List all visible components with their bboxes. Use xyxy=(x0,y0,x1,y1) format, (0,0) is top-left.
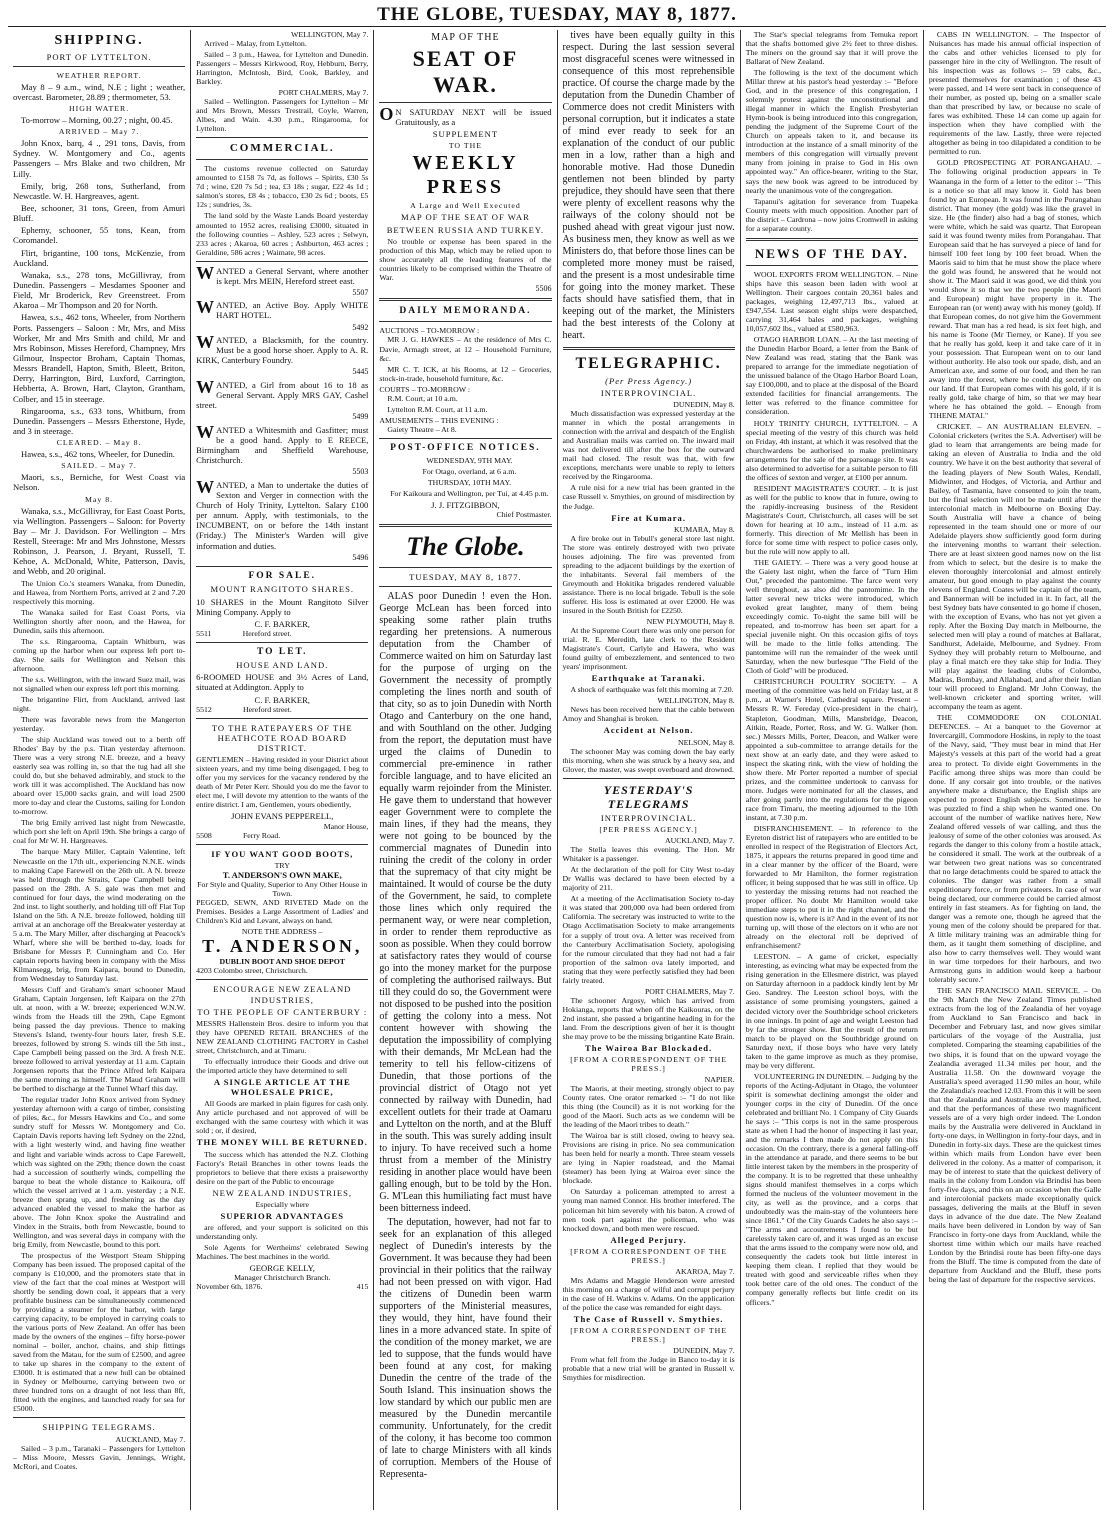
wanted-ad-text: WANTED a General Servant, where another is kept. Mrs MEIN, Hereford street east. xyxy=(196,262,369,286)
editorial-paragraph: ALAS poor Dunedin ! even the Hon. George McLean has been forced into speaking some rather plain truths regarding her pretensions. A numerous deputation from the Chamber of Commerce waited on him on Saturday last for the purpose of urging on the Government the necessity of promptly completing the lines north and south of that city, so as to join Dunedin with North Otago and Canterbury on the one hand, and with Southland on the other. Judging from the report, the deputation must have urged the claims of Dunedin to commercial pre-eminence in rather forcible language, and to have elicited an equally warm rejoinder from the Minister. He gave them to understand that however eager Government were to complete the main lines, if they had the means, they were not going to be bounced by the commercial magnates of Dunedin into ruining the credit of the colony in order that the supremacy of that city might be maintained. It would of course be the duty of the Government, he said, to complete those lines which only required the permanent way, or were near completion, in order to render them reproductive as soon as possible. When they could borrow at satisfactory rates they would of course go into the money market for the purpose of completing the authorised railways. But till they could do so, the Government were not disposed to be pushed into the position of getting the colony into a mess. Not content however with showing the deputation the impossibility of complying with their demands, Mr McLean had the temerity to tell his fellow-citizens of Dunedin, that those portions of the provincial district of Otago not yet connected by railway with Dunedin, had excellent outlets for their trade at Oamaru and Lyttelton on the north, and at the Bluff in the south. This was surely adding insult to injury. To have received such a home thrust from a member of the Ministry residing in another place would have been galling enough, but to be told by the Hon. G. M'Lean this humiliating fact must have been bitterness indeed. xyxy=(379,591,552,1215)
chalmers-text: Sailed – Wellington. Passengers for Lyttelton – Mr and Mrs Brown, Messrs Trestrail, Coyle, Warren, Albes, and Wain. 4.30 p.m., Ringarooma, for Lyttelton. xyxy=(196,97,369,134)
encourage-heading: ENCOURAGE NEW ZEALAND INDUSTRIES, xyxy=(213,984,352,1005)
tolet-heading: TO LET. xyxy=(256,647,308,657)
divider xyxy=(746,238,918,241)
weather-text: May 8 – 9 a.m., wind, N.E ; light ; weather, overcast. Barometer, 28.89 ; thermometer, 53. xyxy=(13,81,186,102)
divider xyxy=(379,438,551,439)
dunedin-date: DUNEDIN, May 8. xyxy=(673,400,735,410)
mount-text: 10 SHARES in the Mount Rangitoto Silver Mining Company. Apply to xyxy=(196,596,369,617)
editorial-date: TUESDAY, MAY 8, 1877. xyxy=(409,571,522,582)
divider xyxy=(196,137,368,138)
quake-heading: Earthquake at Taranaki. xyxy=(591,673,706,684)
wanted-ad-text: WANTED, a Man to undertake the duties of Sexton and Verger in connection with the Church of Holy Trinity, Lyttelton. Salary £100 per annum. Apply, with testimonials, to the INCUMBENT, on or before the 14th instant (Friday.) The Minister's Warden will give information and duties. xyxy=(196,476,369,551)
nelson-heading: Accident at Nelson. xyxy=(603,725,694,736)
people-heading: TO THE PEOPLE OF CANTERBURY : xyxy=(197,1006,368,1017)
shipping-paragraph: The ship Auckland was towed out to a berth off Rhodes' Bay by the p.s. Titan yesterday afternoon. There was a very strong N.E. breeze, and a heavy easterly sea was rolling in, so that the tug had all she could do, but she behaved admirably, and stuck to the work till it was accomplished. The Auckland has now aboard over 15,000 sacks grain, and will load 2500 more to-day and clear the Customs, sailing for London to-morrow. xyxy=(13,735,186,817)
agents-text: Sole Agents for Wertheims' celebrated Sewing Machines. The best machines in the world. xyxy=(196,1243,369,1262)
arrived-heading: ARRIVED – May 7. xyxy=(58,127,140,137)
news-item: OTAGO HARBOR LOAN. – At the last meeting of the Dunedin Harbor Board, a letter from the Bank of New Zealand was read, stating that the Bank was prepared to arrange for the immediate negotiation of the unissued balance of the Otago Harbor Board Loan, say £100,000, and to place at the disposal of the Board extended facilities for financial arrangements. The letter was referred to the finance committee for consideration. xyxy=(745,335,918,417)
barker2-address: 5512 Hereford street. xyxy=(196,704,292,714)
divider xyxy=(563,347,735,350)
amusements-heading: AMUSEMENTS – THIS EVENING : xyxy=(379,415,499,425)
manager-title: Manager Christchurch Branch. xyxy=(234,1273,331,1283)
post-entry: For Kaikoura and Wellington, per Tui, at 4.45 p.m. xyxy=(390,489,549,499)
divider xyxy=(563,778,735,779)
wanted-ad-text: WANTED a Whitesmith and Gasfitter; must be a good hand. Apply to E REECE, Birmingham and Sheffield Warehouse, Christchurch. xyxy=(196,421,369,466)
shipping-paragraph: The s.s. Ringarooma, Captain Whitburn, was coming up the harbor when our express left port to-day. She sails for Wellington and Nelson this afternoon. xyxy=(13,636,186,673)
fitz-name: J. J. FITZGIBBON, xyxy=(431,500,500,511)
interprovincial2-heading: INTERPROVINCIAL. xyxy=(600,813,697,824)
news-item: VOLUNTEERING IN DUNEDIN. – Judging by the reports of the Acting-Adjutant in Otago, the volunteer spirit is somewhat declining amongst the older and younger corps in the city of Dunedin. Of the once celebrated and brilliant No. 1 Company of City Guards he says :– "This corps is not in the same prosperous state as when I had the honor of inspecting it last year, and the remarks I then made do not apply on this occasion. On the contrary, there is a general falling-off in the attendance at parade, and there seems to be but little interest taken by the members in the prosperity of the company. It is to be regretted that these unhealthy signs should manifest themselves in a corps which formed the nucleus of the volunteer movement in the city, as well as the province, and a corps that undoubtedly was the main-stay of the volunteers here since 1861." Of the City Guards Cadets he also says :– "The arms and accoutrements I found to be but carelessly taken care of, and it was urged as an excuse that the arms issued to the company were now old, and consequently the cadets took but little interest in keeping them clean. I replied that they would be treated with good and serviceable rifles when they took better care of the old ones. The conduct of the company generally reflects but little credit on its officers." xyxy=(745,1071,918,1307)
perjury-sub: [FROM A CORRESPONDENT OF THE PRESS.] xyxy=(570,1246,728,1265)
wanted-ad xyxy=(196,476,369,562)
divider xyxy=(196,979,368,980)
seat-of-war-heading: SEAT OF WAR. xyxy=(412,45,519,97)
wanted-ad-number: 5445 xyxy=(352,367,369,377)
nelson-date: NELSON, May 8. xyxy=(677,737,735,747)
divider xyxy=(379,586,551,587)
shipping-heading: SHIPPING. xyxy=(54,33,144,48)
auction-entry: MR C. T. ICK, at his Rooms, at 12 – Groceries, stock-in-trade, household furniture, &c. xyxy=(379,364,552,383)
editorial-text xyxy=(379,591,551,1481)
postmaster-title: Chief Postmaster. xyxy=(496,510,552,520)
divider xyxy=(196,566,368,567)
shipping-paragraphs xyxy=(13,579,185,1414)
shipping-paragraph: The prospectus of the Westport Steam Shipping Company has been issued. The proposed capital of the company is £10,000, and the promoters state that in view of the fact that the coal mines at Westport will shortly be sending down coal, it appears that a very profitable business can be simultaneously commenced by providing a steamer for the harbor, with large carrying capacity, to be employed in carrying coals to the various ports of New Zealand. An offer has been made by the owners of the engines – fifty horse-power nominal – boiler, anchor, chains, and ship fittings saved from the Matau, for the sum of £2500, and agree to take up shares in the company to the extent of £3000. It is estimated that a new hull can be obtained in Sydney or Melbourne, carrying between two or three hundred tons on a draught of not less than 8ft, fitted with the engines, and launched ready for sea for £5000. xyxy=(13,1250,186,1414)
news-item: CHRISTCHURCH POULTRY SOCIETY. – A meeting of the committee was held on Friday last, at 8 p.m., at Warner's Hotel, Cathedral square. Present – Messrs R. W. Fereday (vice-president in the chair), Stapleton, Goodman, Mills, Mansbridge, Deacon, Aitkin, Reade, Porter, Ross, and W. G. Walker (hon. sec.) Messrs Mills, Porter, Deacon, and Walker were appointed a sub-committee to arrange details for the next show at an early date, and they were asked to inspect the skating rink, with the view of holding the show there. Mr Porter reported a number of special prizes, and the committee undertook to canvass for more. Judges were nominated for all the classes, and after going partly into the regulations for the pigeon race from Timaru, the meeting adjourned to the 10th instant, at 7.30 p.m. xyxy=(745,677,918,822)
cleared-text: Hawea, s.s., 462 tons, Wheeler, for Dunedin. xyxy=(21,449,175,460)
divider xyxy=(379,524,551,527)
columns xyxy=(8,30,1106,1510)
perjury-text: Mrs Adams and Maggie Henderson were arrested this morning on a charge of wilful and corrupt perjury in the case of H. Watkins v. Adams. On the application of the police the case was remanded for eight days. xyxy=(562,1275,735,1312)
shipping-paragraph: Messrs Cuff and Graham's smart schooner Maud Graham, Captain Jorgensen, left Kaipara on the 27th ult. at noon, with a W. breeze; experienced W.N.W. winds from the Heads till the 29th, Cape Egmont being passed the day previous. Thence to making Stevens's Island, twenty-four hours later, fresh S.E. breezes, followed by strong S. winds till the 5th inst., Cape Campbell being passed on the 3rd. A fresh N.E. breeze followed to arrival yesterday at 11 a.m. Captain Jorgensen reports that the Prince Alfred left Kaipara the same morning as himself. The Maud Graham will be berthed to discharge at the Tunnel Wharf this day. xyxy=(13,984,186,1094)
quake-text: A shock of earthquake was felt this morning at 7.20. xyxy=(570,685,734,695)
welly-text: News has been received here that the cable between Amoy and Shanghai is broken. xyxy=(562,705,735,724)
nelson-text: The schooner May was coming down the bay early this morning, when she was struck by a heavy sea, and Glover, the master, was swept overboard and drowned. xyxy=(562,746,735,774)
divider xyxy=(379,298,551,301)
weather-heading: WEATHER REPORT. xyxy=(56,70,142,80)
wanted-ad-text: WANTED, a Blacksmith, for the country. Must be a good horse shoer. Apply to A. R. KIRK, Canterbury Foundry. xyxy=(196,332,369,366)
weekly-sub: A Large and Well Executed xyxy=(410,201,521,211)
commercial-paragraph: The land sold by the Waste Lands Board yesterday amounted to 1952 acres, realising £3000, situated in the following counties – Ashley, 523 acres ; Selwyn, 233 acres ; Akaroa, 60 acres ; Ashburton, 463 acres ; Geraldine, 586 acres ; Waimate, 98 acres. xyxy=(196,211,369,257)
pepperell-name: JOHN EVANS PEPPERELL, xyxy=(231,811,334,822)
wanted-ad-number: 5507 xyxy=(352,287,369,297)
yesterday-heading: YESTERDAY'S TELEGRAMS xyxy=(603,782,694,811)
plymouth-date: NEW PLYMOUTH, May 8. xyxy=(646,616,735,626)
note-address: NOTE THE ADDRESS – xyxy=(241,927,323,937)
dunedin-text2: A rule nisi for a new trial has been granted in the case Russell v. Smythies, on ground of misdirection by the Judge. xyxy=(562,483,735,511)
editorial-paragraph: tives have been equally guilty in this respect. During the last session several most disgraceful scenes were witnessed in consequence of this most reprehensible practice. Of course the charge made by the deputation from the Dunedin Chamber of Commerce does not credit Ministers with personal corruption, but it indicates a state of mind ever ready to seek for an explanation of the conduct of our public men in a low, rather than a high and honorable motive. Had those Dunedin gentlemen not been blinded by party prejudice, they should have seen that there were plenty of excellent reasons why the railways of the colony should not be pushed ahead with great vigour just now. As business men, they know as well as we Ministers do, that before those lines can be completed more money must be raised, and the present is a most undesirable time for going into the money market. These facts should have satisfied them, that in keeping out of the market, the Ministers had the best interests of the Colony at heart. xyxy=(562,30,735,341)
wanted-ad xyxy=(196,421,369,477)
wairoa-date: NAPIER. xyxy=(704,1075,735,1085)
wairoa-sub: [FROM A CORRESPONDENT OF THE PRESS.] xyxy=(570,1055,728,1074)
divider xyxy=(379,102,551,103)
russell-heading: The Case of Russell v. Smythies. xyxy=(573,1313,724,1324)
shipping-paragraph: The s.s. Wellington, with the inward Suez mail, was not signalled when our express left port this morning. xyxy=(13,674,186,693)
post-entry: THURSDAY, 10TH MAY. xyxy=(427,478,512,488)
kelly-name: GEORGE KELLY, xyxy=(249,1263,315,1274)
news-item: HOLY TRINITY CHURCH, LYTTELTON. – A special meeting of the vestry of this church was held on Friday, 4th instant, at which it was resolved that the churchwardens be authorised to make preliminary arrangements for the sale of the parsonage site. It was also determined to advertise for a suitable person to fill the offices of sexton and verger, at £100 per annum. xyxy=(745,418,918,482)
port-heading: PORT OF LYTTELTON. xyxy=(46,51,152,62)
news-items xyxy=(746,270,918,1307)
column6-paragraph: GOLD PROSPECTING AT PORANGAHAU. – The following original production appears in Te Waananga in the form of a letter to the editor :– "This is a notice so that all may know it. Gold has been found by an European. It was found in the Porangahau district. That money (the gold) was like the gravel in size. He (the finder) also had a bag of stones, which were white, which he said was quartz. That European said it was found twenty miles from Porangahau. That European said that he has surveyed a piece of land for himself 100 feet long by 100 feet broad. When the Maoris said to him that he must show the place where the gold was found, he answered that he would not show it. The Maori said it was good, we did think you would show it so that we the two people (the Maori and European) might have property in it. The European ran (or went) away with his money (gold). If that European comes, do not give him the Government reward. That man has a red head, is six feet high, and his name is Toone (Mr Tierney, or Kane). If you see that he really has gold, keep it and take care of it in your possession. That European went on to our land without authority. He also took our spade, dish, and an American axe, and some of our food, and then he ran away into the forest, where he could dig secretly on our land. If that European comes with his gold, if it is really gold, take charge of him, so that we may hear where he has obtained the gold. – Enough from TIHENE MATAI." xyxy=(928,158,1102,421)
arrival-entry: John Knox, barq, 4 ., 291 tons, Davis, from Sydney. W. Montgomery and Co., agents Passengers – Mrs Blake and two children, Mr Lilly. xyxy=(13,138,186,179)
messrs-text: MESSRS Hallenstein Bros. desire to inform you that they have OPENED RETAIL BRANCHES of the NEW ZEALAND CLOTHING FACTORY in Cashel street, Christchurch, and at Timaru. xyxy=(196,1018,369,1055)
auckland-paragraph: At a meeting of the Acclimatisation Society to-day it was stated that 200,000 ova had been ordered from California. The secretary was instructed to write to the Otago Acclimatisation Society to make arrangements for a supply of trout ova. A letter was received from the Canterbury Acclimatisation Society, apologising for the rumour circulated that they had not had a fair proportion of the salmon ova lately imported, and stating that they were perfectly satisfied they had been fairly treated. xyxy=(562,894,735,985)
plymouth-text: At the Supreme Court there was only one person for trial. R. E. Meredith, late clerk to the Resident Magistrate's Court, Carlyle and Hawera, who was found guilty of embezzlement, and sentenced to two years' imprisonment. xyxy=(562,626,735,672)
telegraphic-heading: TELEGRAPHIC. xyxy=(575,355,722,372)
auctions-heading: AUCTIONS – TO-MORROW : xyxy=(379,326,480,336)
shipping-paragraph: The barque Mary Miller, Captain Valentine, left Newcastle on the 17th ult., experiencing N.N.E. winds to making Cape Farewell on the 26th ult. A N. breeze was held through the Straits, Cape Campbell being passed on the 28th. A S. gale was then met and continued for four days, the wind moderating on the 2nd inst. to light southerly, and holding till off Flat Top Island on the 5th. A N.E. breeze followed, holding till arrival at an anchorage off the Breakwater yesterday at 5 a.m. The Mary Miller, after discharging at Peacock's Wharf, where she will be berthed to-day, loads for Brisbane for Messrs P. Cunningham and Co. Her captain reports having been in company with the Miss Kilmansegg, brig, from Kaipara, bound to Dunedin, from Wednesday to Saturday last. xyxy=(13,847,186,983)
auctions-list xyxy=(379,335,551,382)
map-heading: MAP OF THE xyxy=(431,32,500,43)
dunedin-text: Much dissatisfaction was expressed yesterday at the manner in which the postal arrangements in connection with the arrival and despatch of the English and Australian mails was carried on. The inward mail was not delivered till after the box for the outward mail had closed. The result was that, with few exceptions, merchants were unable to reply to letters received by the Ringarooma. xyxy=(562,409,735,482)
fire-text: A fire broke out in Tebull's general store last night. The store was entirely destroyed with two private houses adjoining. The fire was prevented from spreading to the adjacent buildings by the exertion of the inhabitants. Several fail members of the Greymouth and Hokitika brigades rendered valuable assistance. There is no local brigade. Tebull is the sole sufferer. His loss is estimated at over £2000. He was insured in the South British for £2250. xyxy=(562,533,735,615)
shipping-paragraph: The Union Co.'s steamers Wanaka, from Dunedin, and Hawea, from Northern Ports, arrived at 2 and 7.20 respectively this morning. xyxy=(13,578,186,606)
divider xyxy=(746,265,918,266)
industries: NEW ZEALAND INDUSTRIES, xyxy=(212,1187,353,1198)
wellington-entry: Sailed – 3 p.m., Hawea, for Lyttelton and Dunedin. Passengers – Messrs Kirkwood, Roy, Hebburn, Berry, Harrington, McIntosh, Bird, Cook, Barkley, and Barkley. xyxy=(196,50,369,87)
shipping-paragraph: The brigantine Flirt, from Auckland, arrived last night. xyxy=(13,694,186,714)
shipping-paragraph: The Wanaka sailed for East Coast Ports, via Wellington shortly after noon, and the Hawea, for Dunedin, sails this afternoon. xyxy=(13,607,186,635)
single-article: A SINGLE ARTICLE AT THE WHOLESALE PRICE, xyxy=(213,1077,351,1098)
auckland-paragraph: At the declaration of the poll for City West to-day Dr Wallis was declared to have been elected by a majority of 211. xyxy=(562,865,735,893)
perjury-date: AKAROA, May 7. xyxy=(675,1266,735,1276)
wanted-ad xyxy=(196,297,369,332)
post-list xyxy=(379,456,551,498)
water-text: To-morrow – Morning, 00.27 ; night, 00.45. xyxy=(21,115,173,125)
goods-text: All Goods are marked in plain figures for cash only. Any article purchased and not approved of will be exchanged with the same courtesy with which it was sold ; or, if desired, xyxy=(196,1099,369,1136)
arrival-entry: Bee, schooner, 31 tons, Green, from Amuri Bluff. xyxy=(13,203,186,224)
barker-address: 5511 Hereford street. xyxy=(196,628,292,638)
column6-paragraph: THE SAN FRANCISCO MAIL SERVICE. – On the 9th March the New Zealand Times published extracts from the log of the Zealandia of her voyage from Auckland to San Francisco and back in December and February last, and now gives similar particulars of the voyage of the Australia, just completed. Comparing the steaming capabilities of the two ships, it is found that on the upward voyage the Zealandia averaged 11.34 miles per hour, and the Australia 11.58. On the downward voyage the Australia's speed averaged 11.90 miles an hour, while the Zealandia's reached 12.03. From this it will be seen that the Zealandia and Australia are evenly matched, and that the performances of these two magnificent vessels are of a very high order indeed. The London mails by the Australia were delivered in Auckland in forty-one days, in Wellington in forty-four days, and in Dunedin in forty-six days. These are the quickest times within which mails from London have ever been delivered in the colony. As a matter of comparison, it may be of interest to state that the quickest delivery of mails in the colony from London via Brindisi has been forty-five days, and this on an occasion when the Galle and intercolonial packets made exceptionally quick passages, delivering the mails at the Bluff in seven days in advance of the due date. The New Zealand mails have been delivered in London by way of San Francisco in forty-one days from Auckland, while the shortest time within which our mails have reached London by the Brindisi route has been fifty-one days from the Bluff. The time is computed from the date of departure from Auckland and the Bluff, these ports being the last of departure for the respective services. xyxy=(928,986,1102,1285)
wanted-ads xyxy=(196,262,369,563)
mount-heading: MOUNT RANGITOTO SHARES. xyxy=(210,584,355,595)
courts-heading: COURTS – TO-MORROW : xyxy=(379,384,471,394)
wanted-ad-number: 5492 xyxy=(352,322,369,332)
column-6 xyxy=(924,30,1106,1510)
sailed-text: Maori, s.s., Berniche, for West Coast via Nelson. xyxy=(13,472,186,493)
wellington-entry: Arrived – Malay, from Lyttelton. xyxy=(204,39,307,49)
shipping-paragraph: The regular trader John Knox arrived from Sydney yesterday afternoon with a cargo of timber, consisting of piles, &c., for Messrs Hawkins and Co., and some sundry stuff for Messrs W. Montgomery and Co. Captain Davis reports having left Sydney on the 22nd, with a light westerly wind, and having fine weather and light and variable winds across to Cape Farewell, which was sighted on the 29th; thence down the coast had a succession of southerly winds, compelling the barque to beat the whole distance to Kaikoura, off which the vessel arrived at 1 a.m. yesterday ; a N.E. breeze then sprang up, and freshening as the day advanced enabled the vessel to make the harbor as above. The John Knox spoke the Australind and Vindex in the Straits, both from Newcastle, bound to Wellington, and was several days in company with the brig Emily, from Newcastle, bound to this port. xyxy=(13,1095,186,1249)
wanted-ad-text: WANTED, a Girl from about 16 to 18 as General Servant. Apply MRS GAY, Cashel street. xyxy=(196,376,369,411)
cleared-heading: CLEARED. – May 8. xyxy=(56,438,142,448)
perjury-heading: Alleged Perjury. xyxy=(610,1234,687,1245)
russell-text: From what fell from the Judge in Banco to-day it is probable that a new trial will be granted in Russell v. Smythies for misdirection. xyxy=(562,1355,735,1383)
auckland-paragraph: The Stella leaves this evening. The Hon. Mr Whitaker is a passenger. xyxy=(562,845,735,864)
forsale-heading: FOR SALE. xyxy=(248,571,317,582)
fire-heading: Fire at Kumara. xyxy=(611,512,686,523)
editorial-paragraph: The deputation, however, had not far to seek for an explanation of this alleged neglect of Dunedin's interests by the Government. It was because they had been provincial in their politics that the railway had not been pressed on with vigor. Had the citizens of Dunedin been warm supporters of the Ministerial measures, they would, they hint, have found their lines in a more advanced state. In spite of the condition of the money market, we are led to suppose, that the funds would have been found at any cost, for making Dunedin the centre of the trade of the South Island. This insinuation shows the low standard by which our public men are measured by the Dunedin mercantile community. Unfortunately, for the credit of the colony, it has become too common of late to charge Ministers with all kinds of corruption. Members of the House of Representa- xyxy=(379,1217,552,1481)
wellington-date: WELLINGTON, May 7. xyxy=(290,30,369,39)
offered-text: are offered, and your support is solicited on this understanding only. xyxy=(196,1223,369,1242)
post-entry: For Otago, overland, at 6 a.m. xyxy=(422,467,517,477)
wanted-ad xyxy=(196,332,369,377)
anderson-big: T. ANDERSON, xyxy=(202,936,363,957)
arrival-entry: Wanaka, s.s., 278 tons, McGillivray, from Dunedin. Passengers – Mesdames Spooner and Field, Mr Broderick, Rev Greenstreet. From Akaroa – Mr Thompson and 20 for North. xyxy=(13,269,186,311)
news-item: RESIDENT MAGISTRATE'S COURT. – It is just as well for the public to know that in future, owing to the rapidly-increasing business of the Resident Magistrate's Court, Christchurch, all cases will be set down for hearing at 10 a.m., instead of 11 a.m. as formerly. This direction of Mr Mellish has been in force for some time with respect to police cases only, but the rule will now apply to all. xyxy=(745,483,918,556)
arrival-entry: Flirt, brigantine, 100 tons, McKenzie, from Auckland. xyxy=(13,247,186,268)
chalmers-date: PORT CHALMERS, May 7. xyxy=(278,88,369,98)
column5-paragraph: The Star's special telegrams from Temuka report that the shafts bottomed give 2½ feet to three dishes. The miners on the ground say that it will prove the Ballarat of New Zealand. xyxy=(745,30,918,67)
column-4 xyxy=(558,30,741,1510)
news-item: THE GAIETY. – There was a very good house at the Gaiety last night, when the farce of "Turn Him Out," preceded the pantomime. The farce went very well throughout, as also did the pantomime. In the latter several new tricks were introduced, which evoked great laughter, many of them being exceedingly comic. To-night the same bill will be repeated, and to-morrow has been set apart for a special juvenile night. On this occasion gifts of toys will be made to the little folks attending. The pantomime will run the remainder of the week until Saturday, when the new burlesque "The Field of the Cloth of Gold" will be produced. xyxy=(745,557,918,676)
column6-paragraph: CRICKET. – AN AUSTRALIAN ELEVEN. – Colonial cricketers (writes the S.A. Advertiser) will be glad to learn that arrangements are being made for taking an eleven of Australia to India and the old country. We have it on the best authority that several of the leading players of New South Wales, Kendall, Midwinter, and Hodges, of Victoria, and Arthur and Bailey, of Tasmania, have consented to join the team, but the final selection will not be made until after the intercolonial match in Melbourne on Boxing Day. South Australia will have a chance of being represented in the team should one or more of our Adelaide players show sufficiently good form during the intervening months to warrant their selection. There are at least sixteen good names now on the list from which to select, but the desire is to make the eleven thoroughly intercolonial and almost entirely amateur, but good enough to play against the county elevens of England. Coates will be captain of the team, and Bannerman will be included in it. In fact, all the best Sydney bats have consented to go home if chosen, with the exception of Evans, who has not yet given a reply. After the Boxing Day match in Melbourne, the selected men will play a round of matches at Ballarat, Sandhurst, Adelaide, Melbourne, and Sydney. From Sydney they will probably return to Melbourne, and play a final match ere they take ship for India. They will play against the leading clubs of Colombo, Madras, Bombay, and Allahabad, and after their Indian tour will proceed to England. Mr John Conway, the well-known cricketer and sporting writer, will accompany the team as agent. xyxy=(928,422,1102,712)
boots-heading: IF YOU WANT GOOD BOOTS, xyxy=(211,848,354,859)
wanted-ad-text: WANTED, an Active Boy. Apply WHITE HART HOTEL. xyxy=(196,297,369,321)
commercial-text xyxy=(196,164,368,256)
messrs-text2: To effectually introduce their Goods and drive out the imported article they have determined to sell xyxy=(196,1056,369,1075)
house-text: 6-ROOMED HOUSE and 3½ Acres of Land, situated at Addington. Apply to xyxy=(196,672,369,693)
tele-text: Sailed – 3 p.m., Taranaki – Passengers for Lyttelton – Miss Moore, Messrs Gavin, Jennings, Wright, McRori, and Coates. xyxy=(13,1443,186,1471)
column6-paragraphs xyxy=(929,30,1101,1284)
ferry-road: 5508 Ferry Road. xyxy=(196,830,281,840)
house-heading: HOUSE AND LAND. xyxy=(236,660,329,671)
column5-paragraph: The following is the text of the document which Millar threw at his pastor's head yesterday :– "Before God, and in the presence of this congregation, I solemnly protest against the unconstitutional and illegal manner in which the English Presbyterian Hymn-book is being introduced into this congregation, pending the judgment of the Supreme Court of the Church on appeals taken to it, and because its introduction at the instance of a small minority of the members of this congregation will virtually prevent many from joining in praise to God in His own appointed way." An office-bearer, writing to the Star, says the new book was agreed to be introduced by nearly the unanimous vote of the congregation. xyxy=(745,68,918,195)
russell-sub: [FROM A CORRESPONDENT OF THE PRESS.] xyxy=(570,1326,728,1345)
success-text: The success which has attended the N.Z. Clothing Factory's Retail Branches in other towns leads the proprietors to believe that there exists a praiseworthy desire on the part of the Public to encourage xyxy=(196,1149,369,1186)
arrival-entry: Ringarooma, s.s., 633 tons, Whitburn, from Dunedin. Passengers – Messrs Etherstone, Hyde, and 3 in steerage. xyxy=(13,405,186,436)
wanted-ad xyxy=(196,376,369,422)
divider xyxy=(379,567,551,568)
news-item: DISFRANCHISEMENT. – In reference to the Eyreton district list of ratepayers who are entitled to be enrolled in respect of the Registration of Electors Act, 1875, it appears the returns prepared in good time and in a clear manner by the officer of the Board, were forwarded to Mr Hamilton, the former registration officer, it being supposed that he was still in office. Up to yesterday the missing returns had not reached the proper officer. No doubt Mr Hamilton would take immediate steps to put it in the right channel, and the question now is, where is it? And in the event of its not turning up, will those of the electors on it who are not already on the electoral roll be deprived of enfranchisement? xyxy=(745,823,918,951)
money-returned: THE MONEY WILL BE RETURNED. xyxy=(196,1137,368,1148)
wanted-ad-number: 5499 xyxy=(352,412,369,422)
commercial-heading: COMMERCIAL. xyxy=(229,142,335,155)
tele-date: AUCKLAND, May 7. xyxy=(115,1434,186,1444)
column-5 xyxy=(741,30,924,1510)
barker-name: C. F. BARKER, xyxy=(254,618,310,629)
column6-paragraph: CABS IN WELLINGTON. – The Inspector of Nuisances has made his annual official inspection of the cabs and other vehicles licensed to ply for passenger hire in the city of Wellington. The result of his inspection was as follows :– 59 cabs, &c., presented themselves for examination ; of these 43 were passed, and 14 were sent back in consequence of their number, as posted up, being on a smaller scale than that prescribed by law, or because no scale of fares was exhibited. These 14 can come up again for inspection when they have complied with the requirements of the law. Lastly, three were rejected altogether as being in too dilapidated a condition to be permitted to run. xyxy=(928,30,1102,157)
memoranda-heading: DAILY MEMORANDA. xyxy=(399,306,532,317)
the-globe-logo: The Globe. xyxy=(406,532,525,562)
per-press2: [PER PRESS AGENCY.] xyxy=(599,825,698,835)
column-1 xyxy=(8,30,191,1510)
divider xyxy=(196,718,368,719)
barker2-name: C. F. BARKER, xyxy=(254,694,310,705)
ratepayers-text: GENTLEMEN – Having resided in your District about sixteen years, and my time being disengaged, I beg to offer you my services for the vacancy rendered by the death of Mr Peter Kerr. Should you do me the favor to elect me, I will devote my attention to the wants of the entire district. I am, Gentlemen, yours obediently, xyxy=(196,755,369,810)
may8-heading: May 8. xyxy=(85,494,114,504)
column-3 xyxy=(374,30,557,1510)
weekly-num: 5506 xyxy=(535,283,552,293)
post-entry: WEDNESDAY, 9TH MAY. xyxy=(426,456,513,465)
per-press: (Per Press Agency.) xyxy=(605,375,693,386)
chalmers2-text: The schooner Argosy, which has arrived from Hokianga, reports that when off the Kaikouras, on the 2nd instant, she passed a brigantine heading in for the land. From the descriptions given of her it is thought she may prove to be the missing brigantine Kate Brain. xyxy=(562,995,735,1041)
russell-date: DUNEDIN, May 7. xyxy=(673,1346,735,1356)
welly-date: WELLINGTON, May 8. xyxy=(657,696,735,706)
shipping-paragraph: The brig Emily arrived last night from Newcastle, which port she left on April 19th. She brings a cargo of coal for Mr W. H. Hargreaves. xyxy=(13,818,186,846)
depot: DUBLIN BOOT AND SHOE DEPOT xyxy=(219,957,345,967)
column-2 xyxy=(191,30,374,1510)
wairoa-paragraph: The Wairoa bar is still closed, owing to heavy sea. Provisions are rising in price. No sea communication has been held for nearly a month. Three steam vessels are lying in Napier roadstead, and the Mamai (steamer) has been lying at Wairoa ever since the blockade. xyxy=(562,1131,735,1186)
auck-date: AUCKLAND, May 7. xyxy=(664,836,735,846)
arrival-entry: Hawea, s.s., 462 tons, Wheeler, from Northern Ports. Passengers – Saloon : Mr, Mrs, and Miss Worker, Mr and Mrs Smith and child, Mr and Mrs Robinson, Misses Hereford, Champney, Mrs Gilmour, Inspector Broham, Captain Thomas, Messrs Brandell, Hapton, Smith, Bleett, Briton, Derry, Harrington, Bird, Luxford, Carrington, Hebberta, A. Brown, Hart, Clayton, Grantham, Colber, and 15 in steerage. xyxy=(13,312,186,404)
shipping-paragraph: There was favorable news from the Mangerton yesterday. xyxy=(13,715,186,734)
weekly-press-heading: WEEKLY PRESS xyxy=(412,152,519,198)
amusements-text: Gaiety Theatre – At 8. xyxy=(387,424,457,434)
seat-text: ON SATURDAY NEXT will be issued Gratuitously, as a xyxy=(379,103,552,127)
divider xyxy=(379,321,551,322)
divider xyxy=(196,844,368,845)
fire-date: KUMARA, May 8. xyxy=(674,524,735,534)
court-entry: Lyttelton R.M. Court, at 11 a.m. xyxy=(387,404,488,414)
may8-text: Wanaka, s.s., McGillivray, for East Coast Ports, via Wellington. Passengers – Saloon: for Poverty Bay – Mr J. Davidson. For Wellington – Mrs Restell, Steerage: Mr and Mrs Johnstone, Messrs Robinson, J. Pearson, J. Bryant, Russell, T. Kehoe, A. McDonald, White, Patterson, Davis, and Webb, and 20 original. xyxy=(13,505,186,577)
post-office-heading: POST-OFFICE NOTICES. xyxy=(390,442,541,453)
courts-list xyxy=(379,394,551,414)
news-item: WOOL EXPORTS FROM WELLINGTON. – Nine ships have this season been laden with wool at Wellington. Their cargoes contain 20,361 bales and packages, weighing 12,497,713 lbs., valued at £947,554. Last season eight ships were despatched, carrying 31,464 bales and packages, weighing 10,057,602 lbs., valued at £580,963. xyxy=(745,270,918,334)
arrival-entry: Ephemy, schooner, 55 tons, Kean, from Coromandel. xyxy=(13,225,186,246)
auck-text xyxy=(563,845,735,984)
wanted-ad-number: 5496 xyxy=(352,552,369,562)
court-entry: R.M. Court, at 10 a.m. xyxy=(387,393,458,403)
column5-paragraph: Tapanui's agitation for severance from Tuapeka County meets with much opposition. Another part of the district – Cardrona – now joins Cromwell in asking for a separate county. xyxy=(745,196,918,233)
news-item: LEESTON. – A game of cricket, especially interesting, as evincing what may be expected from the rising generation in the Ellesmere district, was played on Saturday afternoon in a paddock kindly lent by Mr Geo. Sandrey. The Leeston school boys, with the assistance of some promising youngsters, gained a decided victory over the Southbridge school cricketers in one innings. In point of age and weight Leeston had by far the stronger show. But the result of the return match to be played on the Southbridge ground on Saturday next, if those boys who have very lately taken to the game improve as much as they promise, may be very different. xyxy=(745,952,918,1070)
manor-house: Manor House, xyxy=(323,821,369,831)
divider xyxy=(196,642,368,643)
chalmers2-date: PORT CHALMERS, May 7. xyxy=(644,986,735,996)
tothe: TO THE xyxy=(448,141,483,151)
colombo: 4203 Colombo street, Christchurch. xyxy=(196,966,308,976)
arrived-list xyxy=(13,138,185,436)
wairoa-paragraph: On Saturday a policeman attempted to arrest a young man named Connor. His brother interfered. The policeman hit him severely with his baton. A crowd of men took part against the policeman, who was knocked down, and both men were rescued. xyxy=(562,1187,735,1233)
divider xyxy=(196,159,368,160)
sailed-heading: SAILED. – May 7. xyxy=(61,461,137,471)
column5-paragraphs xyxy=(746,30,918,233)
arrival-entry: Emily, brig, 268 tons, Sutherland, from Newcastle. W. H. Hargreaves, agent. xyxy=(13,180,186,201)
pegged-text: PEGGED, SEWN, AND RIVETED Made on the Premises. Besides a Large Assortment of Ladies' and Children's Kid and Levant, always on hand. xyxy=(196,897,369,926)
divider xyxy=(196,261,368,262)
column6-paragraph: THE COMMODORE ON COLONIAL DEFENCES. – At a banquet to the Governor at Invercargill, Commodore Hoskins, in reply to the toast of the Navy, said, "They must bear in mind that Her Majesty's vessels at this part of the world had a great area to protect. To divide eight Governments in the Pacific among three ships was more than could be done. If any corsair got into trouble, or the natives anywhere make a disturbance, the English ships are expected to protect English subjects. Sometimes he was puzzled to find a ship when he wanted one. On account of the number of warlike natives here, New Zealand offered vessels of war calling, and thus the jealousy of some of the other colonies was aroused. As regards the danger to this colony from a hostile attack, he considered it small. The work at the outbreak of a war between two great nations was so concentrated that no large detachments could be spared to attack the colonies. The danger was rather from a small expeditionary force, or from privateers. In case of war being declared, our commerce could be carried almost entirely in fast steamers. As for fighting on land, the danger was a remote one, though he agreed that the young men of the colony should be prepared for that. A little military training was an admirable thing for them, as it taught them something of discipline, and also how to carry themselves well. They would want in war time torpedoes for their harbours, and two Armstrong guns in addition would keep a harbour tolerably secure." xyxy=(928,713,1102,985)
wairoa-heading: The Wairoa Bar Blockaded. xyxy=(585,1042,713,1053)
wellington-text xyxy=(196,39,368,86)
try-label: TRY xyxy=(274,860,290,870)
superior: SUPERIOR ADVANTAGES xyxy=(220,1210,344,1221)
style-text: For Style and Quality, Superior to Any Other House in Town. xyxy=(197,879,368,898)
water-heading: HIGH WATER. xyxy=(68,103,130,113)
anderson-own: T. ANDERSON'S OWN MAKE, xyxy=(222,869,342,880)
especially: Especially where xyxy=(255,1199,309,1209)
editorial-continuation xyxy=(563,30,735,342)
supplement: SUPPLEMENT xyxy=(432,128,499,139)
interprovincial-heading: INTERPROVINCIAL. xyxy=(600,388,697,399)
shipping-telegrams-heading: SHIPPING TELEGRAMS. xyxy=(42,1422,156,1433)
wairoa-paragraph: The Maoris, at their meeting, strongly object to pay County rates. One orator remarked :– "I do not like this thing (the Council) as it is not working for the good of the Maori. Such acts as we condemn will be the leading of the Maori tribes to death." xyxy=(562,1084,735,1130)
auction-entry: MR J. G. HAWKES – At the residence of Mrs C. Davie, Armagh street, at 12 – Household Furniture, &c. xyxy=(379,335,552,363)
wanted-ad-number: 5503 xyxy=(352,467,369,477)
masthead: THE GLOBE, TUESDAY, MAY 8, 1877. xyxy=(8,4,1106,27)
weekly-sub3: BETWEEN RUSSIA AND TURKEY. xyxy=(386,224,545,235)
wanted-ad xyxy=(196,262,369,298)
news-of-the-day-heading: NEWS OF THE DAY. xyxy=(754,245,909,261)
november-date: November 6th, 1876. 415 xyxy=(196,1282,369,1292)
weekly-text: No trouble or expense has been spared in the production of this Map, which may be relied upon to show accurately all the leading features of the countries likely to be comprised within the Theatre of War. xyxy=(379,236,552,282)
wairoa-text xyxy=(563,1084,735,1233)
ratepayers-heading: TO THE RATEPAYERS OF THE HEATHCOTE ROAD BOARD DISTRICT. xyxy=(211,722,353,754)
commercial-paragraph: The customs revenue collected on Saturday amounted to £158 7s 7d, as follows – Spirits, £30 5s 7d ; wine, £20 7s 5d ; tea, £3 18s ; sugar, £22 4s 1d ; salmon's stores, £8 4s ; tobacco, £30 2s 6d ; boots, £5 12s ; sundries, 3s. xyxy=(196,164,369,210)
weekly-sub2: MAP OF THE SEAT OF WAR xyxy=(400,212,530,223)
divider xyxy=(13,66,185,67)
divider xyxy=(13,1417,185,1418)
